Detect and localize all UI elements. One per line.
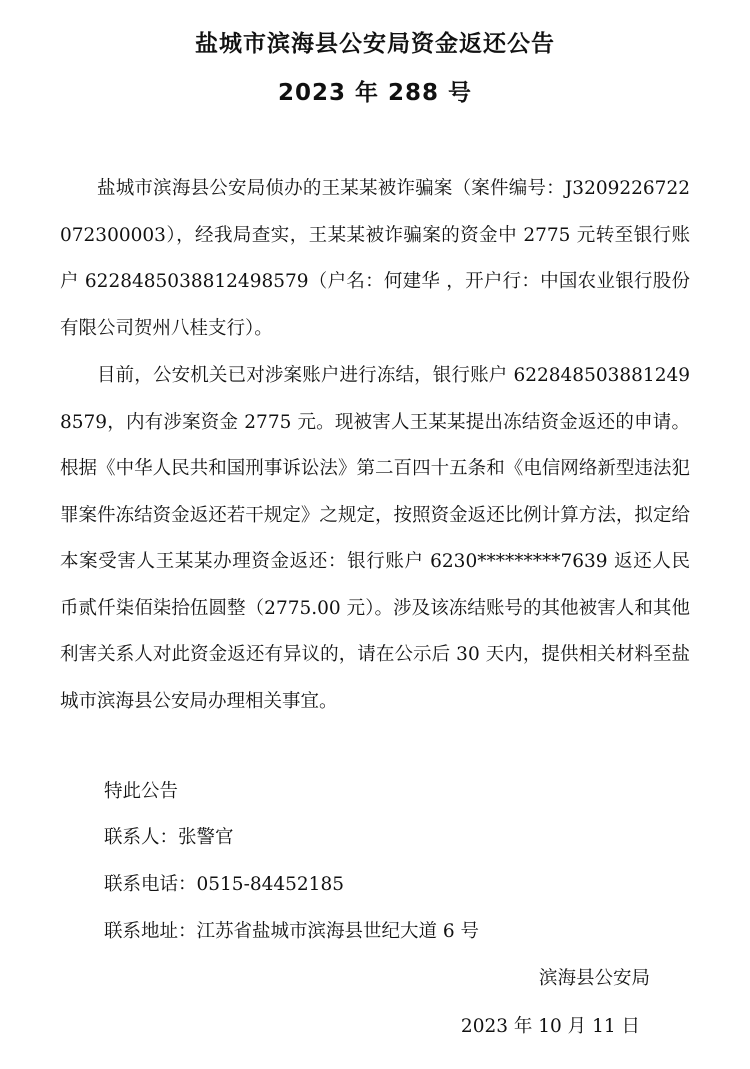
body-paragraph-case [60, 166, 690, 352]
paragraph-text: 盐城市滨海县公安局侦办的王某某被诈骗案（案件编号：J3209226722072300003），经我局查实，王某某被诈骗案的资金中 2775 元转至银行账户 6228485038812498579（户名：何建华 ，开户行：中国农业银行股份有限公司贺州八桂支行）。 [60, 178, 690, 339]
closing-notice: 特此公告 [104, 781, 179, 802]
document-title: 盐城市滨海县公安局资金返还公告 [195, 31, 555, 57]
paragraph-text: 目前，公安机关已对涉案账户进行冻结，银行账户 6228485038812498579，内有涉案资金 2775 元。现被害人王某某提出冻结资金返还的申请。根据《中华人民共和国刑事诉讼法》第二百四十五条和《电信网络新型违法犯罪案件冻结资金返还若干规定》之规定，按照资金返还比例计算方法，拟定给本案受害人王某某办理资金返还：银行账户 6230*********7639 返还人民币贰仟柒佰柒拾伍圆整（2775.00 元）。涉及该冻结账号的其他被害人和其他利害关系人对此资金返还有异议的，请在公示后 30 天内，提供相关材料至盐城市滨海县公安局办理相关事宜。 [60, 365, 690, 712]
document-number: 2023 年 288 号 [277, 80, 473, 106]
contact-phone: 联系电话：0515-84452185 [104, 874, 344, 895]
issue-date: 2023 年 10 月 11 日 [460, 1016, 640, 1037]
contact-address: 联系地址：江苏省盐城市滨海县世纪大道 6 号 [104, 921, 480, 942]
body-paragraph-refund [60, 353, 690, 725]
contact-person: 联系人：张警官 [104, 827, 234, 848]
issuer-name: 滨海县公安局 [538, 968, 650, 989]
